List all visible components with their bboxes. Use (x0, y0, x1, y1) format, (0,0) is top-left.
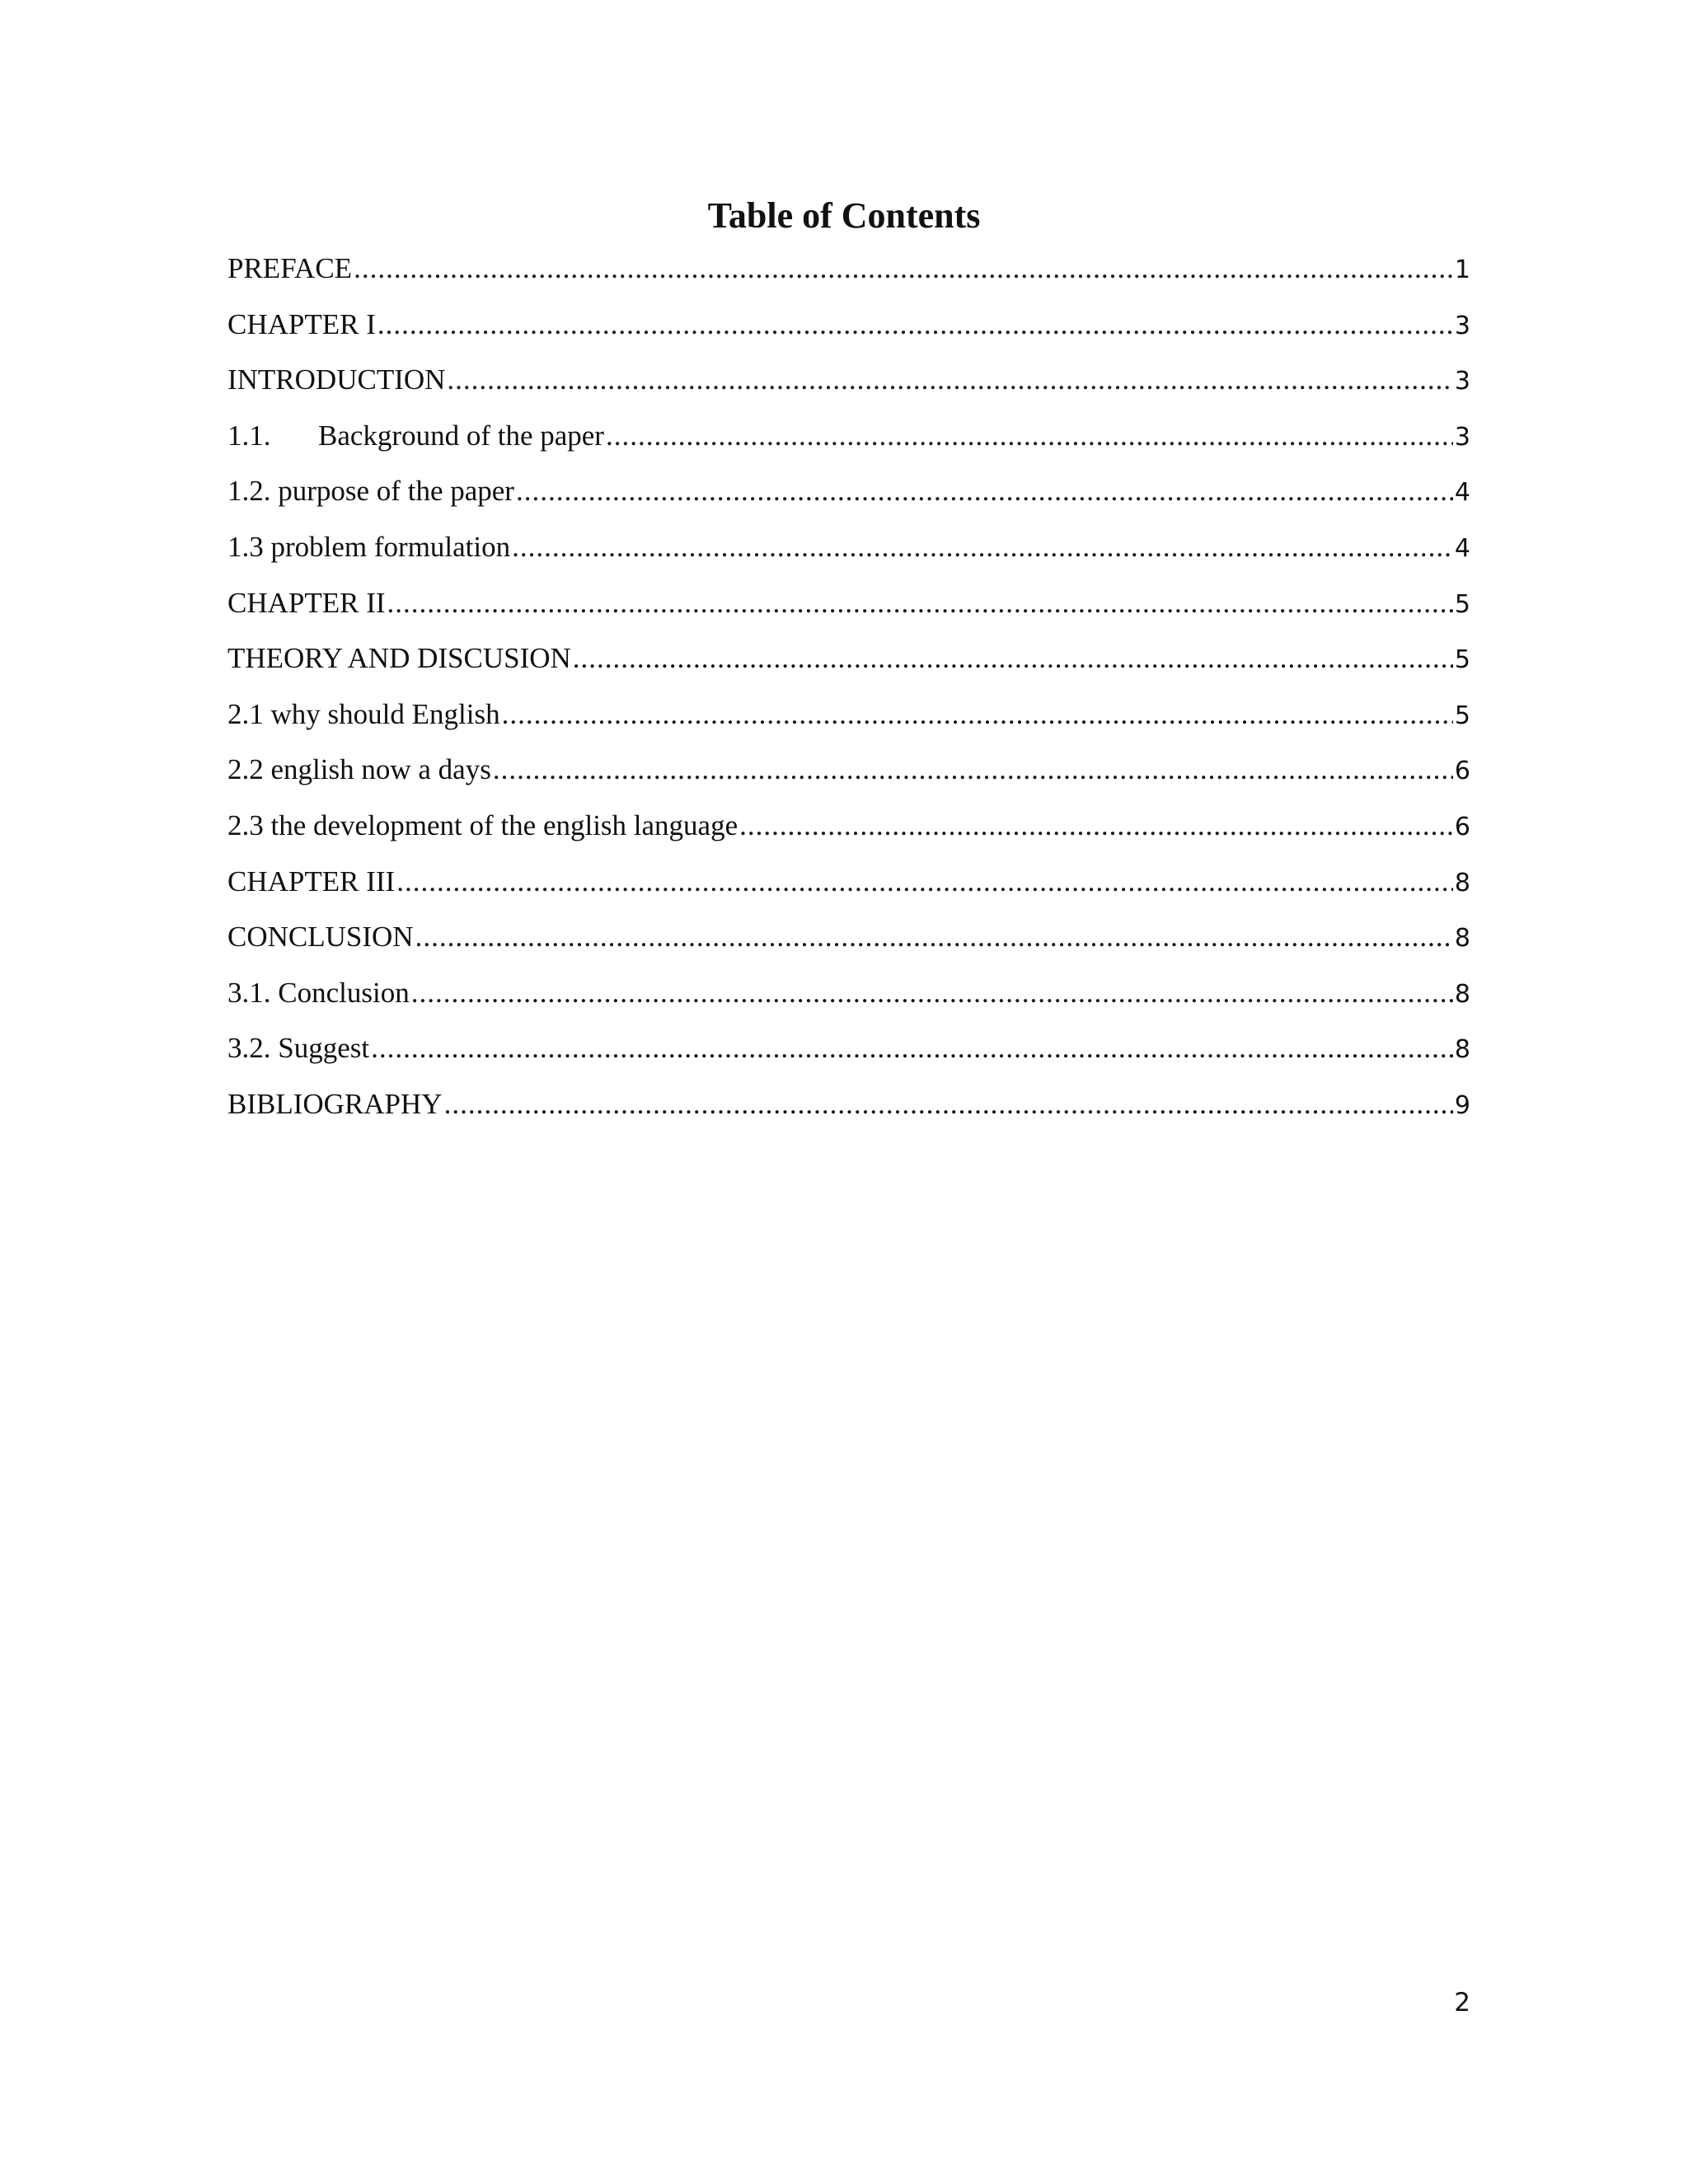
toc-entry-label: CHAPTER II (227, 586, 386, 619)
toc-entry-label: CONCLUSION (227, 921, 414, 954)
toc-entry-page: 6 (1454, 812, 1470, 841)
toc-entry-page: 4 (1454, 533, 1470, 563)
toc-entry-introduction[interactable] (227, 352, 1470, 408)
toc-entry-development[interactable] (227, 798, 1470, 854)
toc-entry-theory[interactable] (227, 630, 1470, 687)
toc-entry-label: BIBLIOGRAPHY (227, 1087, 443, 1120)
toc-entry-label: 1.2. purpose of the paper (227, 475, 514, 508)
toc-entry-page: 6 (1454, 757, 1470, 786)
toc-entry-label: 3.1. Conclusion (227, 976, 410, 1009)
dot-leader (573, 630, 1453, 687)
toc-entry-page: 1 (1454, 255, 1470, 284)
toc-entry-conclusion-heading[interactable] (227, 909, 1470, 965)
toc-entry-page: 3 (1454, 422, 1470, 452)
dot-leader (512, 519, 1453, 575)
dot-leader (516, 463, 1453, 519)
toc-entry-page: 9 (1454, 1090, 1470, 1120)
toc-entry-label: 2.3 the development of the english language (227, 808, 738, 841)
dot-leader (739, 798, 1453, 854)
page-title: Table of Contents (707, 195, 981, 236)
table-of-contents (227, 241, 1470, 1132)
toc-entry-label: THEORY AND DISCUSION (227, 642, 571, 675)
toc-entry-preface[interactable] (227, 241, 1470, 297)
toc-entry-background[interactable] (227, 408, 1470, 464)
dot-leader (502, 687, 1453, 743)
dot-leader (411, 965, 1453, 1021)
dot-leader (606, 408, 1453, 464)
dot-leader (444, 1076, 1453, 1132)
toc-entry-label: Background of the paper (318, 419, 604, 452)
toc-entry-label: 2.2 english now a days (227, 753, 491, 786)
toc-entry-chapter-2[interactable] (227, 575, 1470, 631)
toc-entry-page: 8 (1454, 868, 1470, 898)
toc-entry-page: 5 (1454, 701, 1470, 730)
toc-entry-page: 8 (1454, 979, 1470, 1009)
toc-entry-problem-formulation[interactable] (227, 519, 1470, 575)
toc-entry-page: 8 (1454, 1035, 1470, 1065)
dot-leader (377, 297, 1453, 353)
toc-entry-label: CHAPTER III (227, 865, 396, 898)
toc-entry-english-now[interactable] (227, 742, 1470, 798)
toc-entry-page: 8 (1454, 924, 1470, 954)
toc-entry-page: 3 (1454, 367, 1470, 396)
toc-entry-suggest[interactable] (227, 1020, 1470, 1076)
toc-entry-label: INTRODUCTION (227, 363, 446, 396)
toc-entry-page: 3 (1454, 311, 1470, 340)
dot-leader (371, 1020, 1453, 1076)
page-number: 2 (1454, 1988, 1470, 2018)
toc-entry-label: 2.1 why should English (227, 697, 500, 730)
toc-entry-why-english[interactable] (227, 687, 1470, 743)
toc-entry-label: PREFACE (227, 252, 353, 284)
toc-entry-chapter-1[interactable] (227, 297, 1470, 353)
toc-entry-conclusion[interactable] (227, 965, 1470, 1021)
dot-leader (387, 575, 1453, 631)
toc-entry-number: 1.1. (227, 419, 271, 452)
toc-entry-page: 5 (1454, 589, 1470, 619)
toc-entry-chapter-3[interactable] (227, 854, 1470, 910)
toc-entry-bibliography[interactable] (227, 1076, 1470, 1132)
toc-entry-purpose[interactable] (227, 463, 1470, 519)
toc-entry-label: 3.2. Suggest (227, 1032, 370, 1065)
toc-entry-page: 5 (1454, 645, 1470, 675)
toc-entry-label: 1.3 problem formulation (227, 530, 511, 563)
dot-leader (396, 854, 1453, 910)
dot-leader (447, 352, 1452, 408)
dot-leader (354, 241, 1453, 297)
toc-entry-page: 4 (1454, 478, 1470, 508)
dot-leader (415, 909, 1453, 965)
toc-entry-label: CHAPTER I (227, 307, 376, 340)
dot-leader (493, 742, 1453, 798)
